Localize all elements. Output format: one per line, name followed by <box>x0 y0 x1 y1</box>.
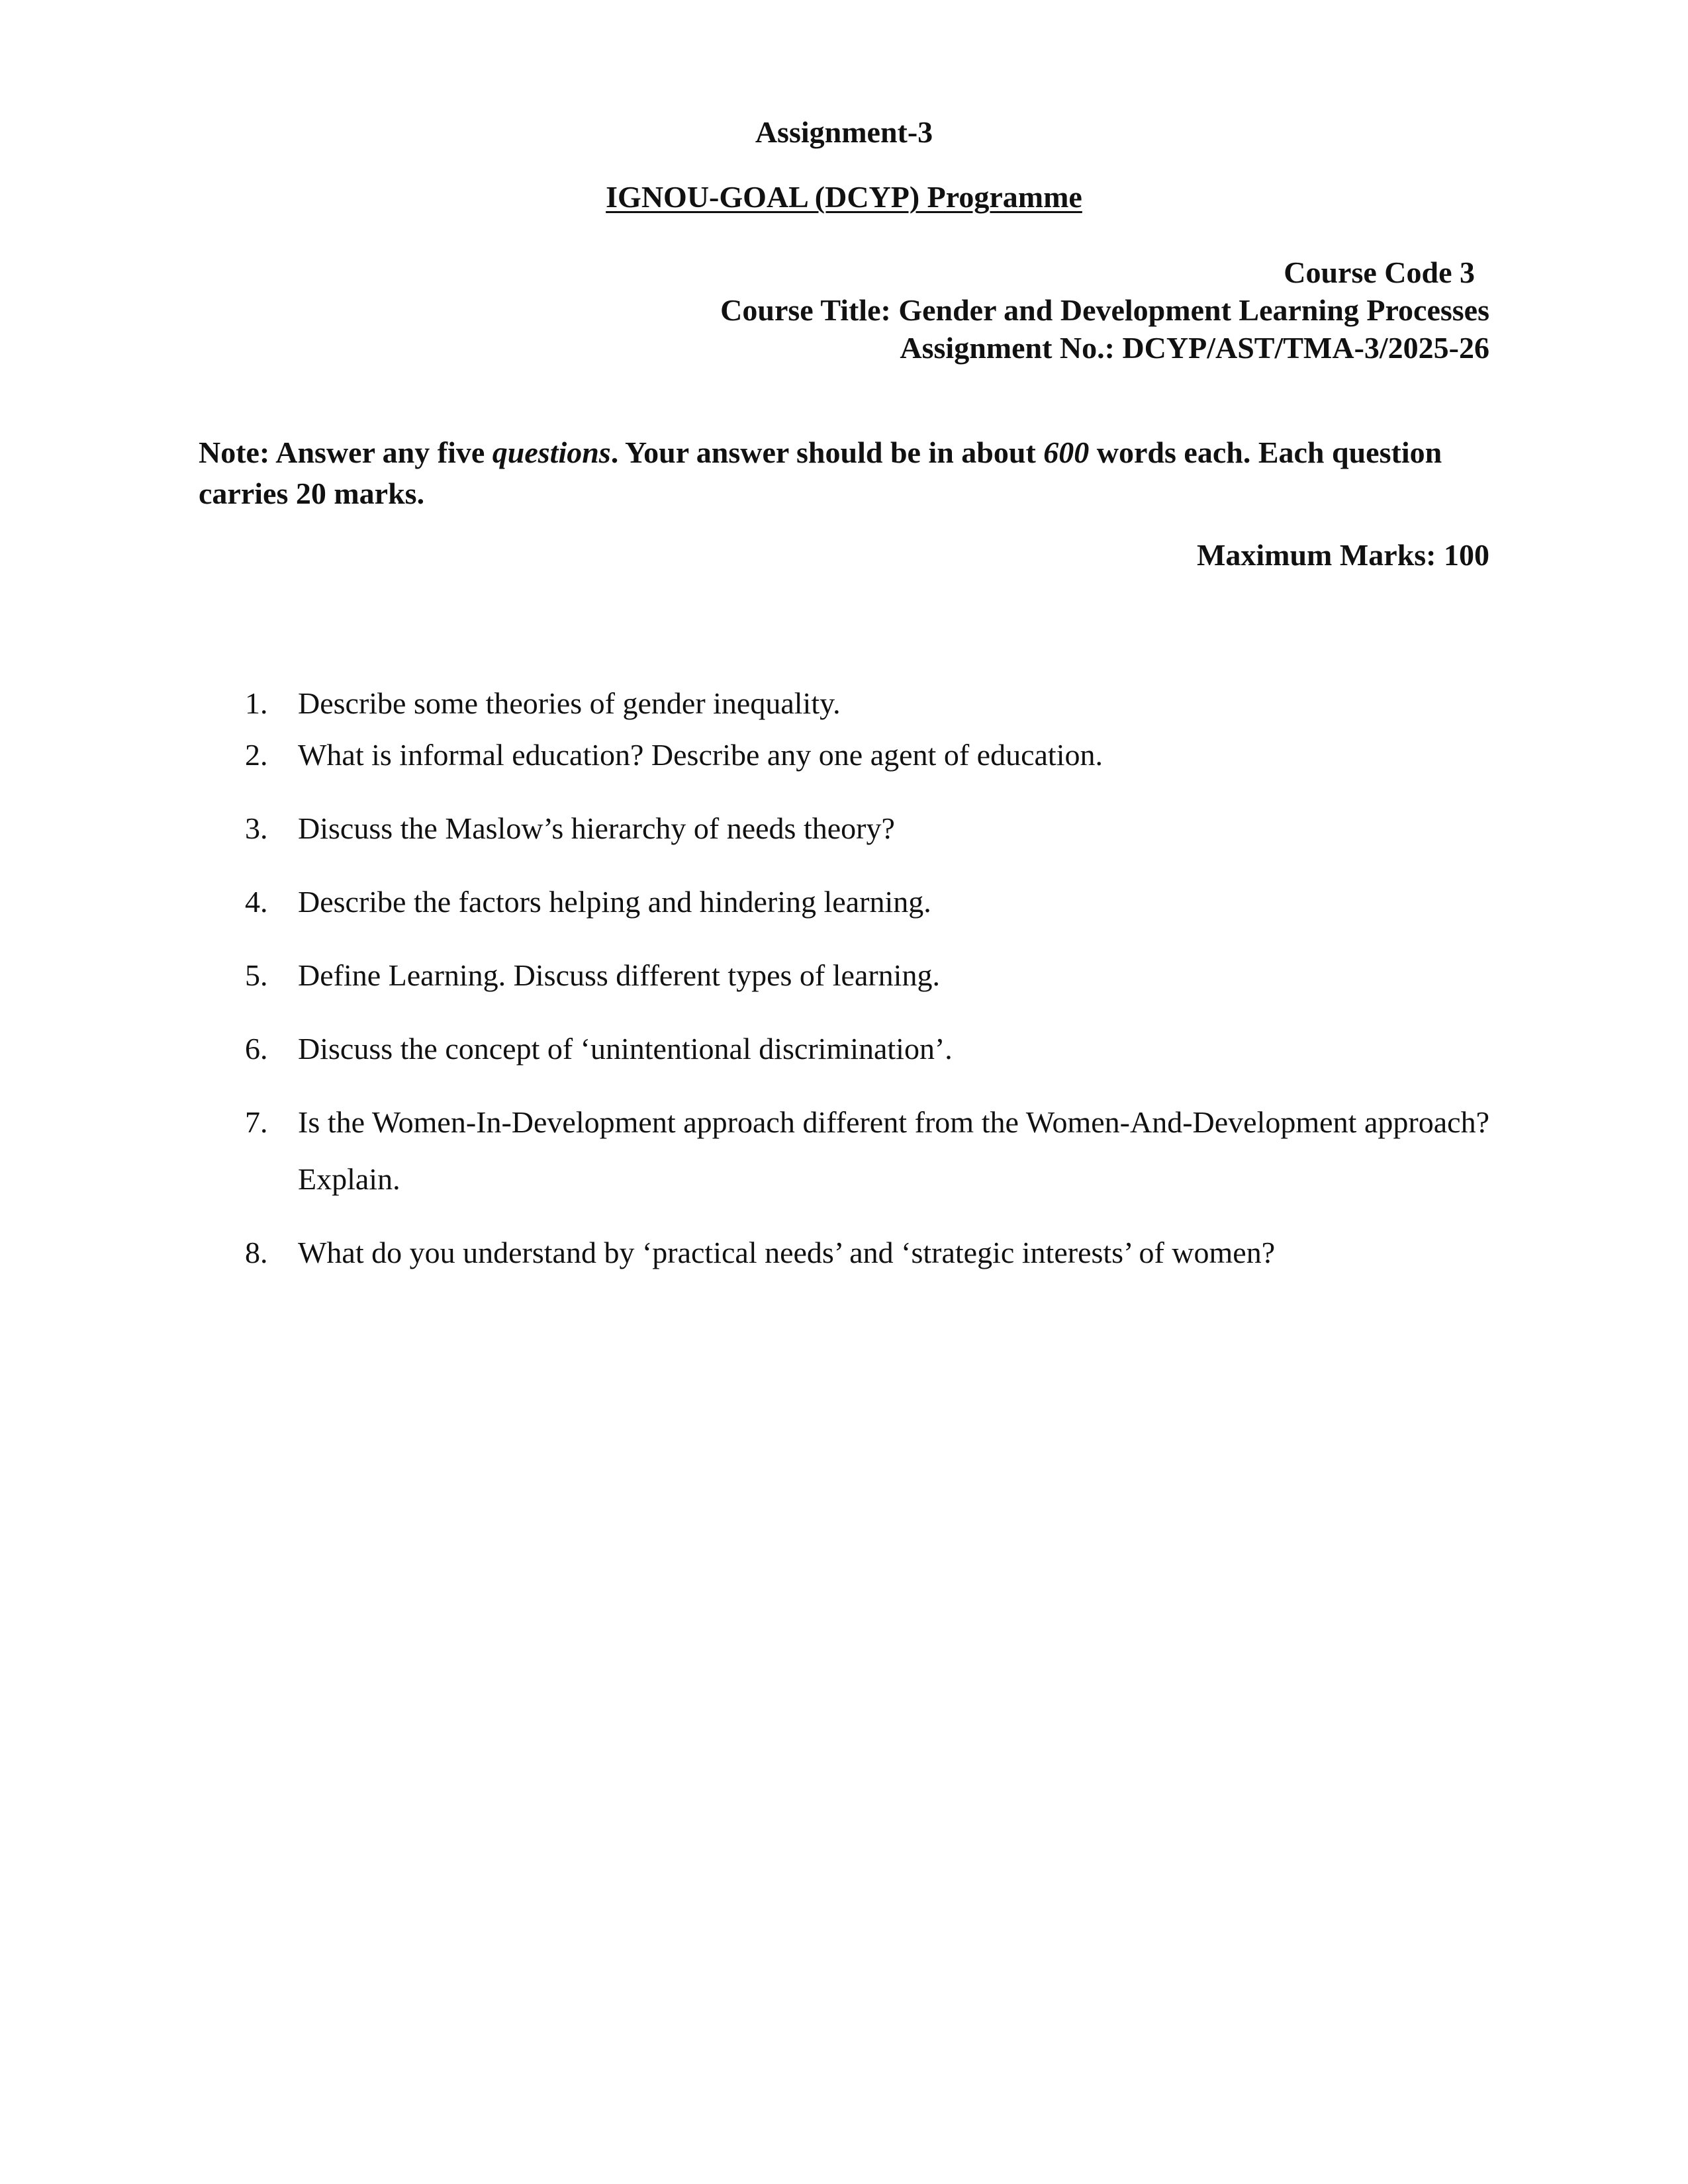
programme-title: IGNOU-GOAL (DCYP) Programme <box>606 180 1082 214</box>
question-number: 7. <box>245 1105 268 1139</box>
question-text: Define Learning. Discuss different types of learning. <box>298 958 940 992</box>
course-title: Course Title: Gender and Development Learning Processes <box>720 293 1489 327</box>
question-item <box>199 947 1489 1004</box>
note-text-2: . Your answer should be in about <box>610 435 1044 469</box>
note-text-1: Note: Answer any five <box>199 435 492 469</box>
question-number: 4. <box>245 885 268 919</box>
question-text: What is informal education? Describe any one agent of education. <box>298 738 1103 772</box>
question-item <box>199 1094 1489 1208</box>
question-number: 1. <box>245 686 268 720</box>
assignment-title: Assignment-3 <box>755 115 933 149</box>
note-text-questions: questions <box>492 435 611 469</box>
question-number: 6. <box>245 1032 268 1066</box>
assignment-number: Assignment No.: DCYP/AST/TMA-3/2025-26 <box>900 331 1489 365</box>
question-list <box>199 675 1489 1281</box>
question-number: 5. <box>245 958 268 992</box>
note-text-word-count: 600 <box>1043 435 1090 469</box>
question-item <box>199 675 1489 732</box>
question-item <box>199 874 1489 931</box>
question-item <box>199 1021 1489 1077</box>
maximum-marks: Maximum Marks: 100 <box>1196 538 1489 572</box>
question-text: What do you understand by ‘practical needs’ and ‘strategic interests’ of women? <box>298 1236 1276 1269</box>
question-text: Describe the factors helping and hindering learning. <box>298 885 931 919</box>
question-text: Discuss the Maslow’s hierarchy of needs theory? <box>298 811 895 845</box>
instructions-note <box>199 432 1496 514</box>
question-item <box>199 1224 1489 1281</box>
question-text: Is the Women-In-Development approach different from the Women-And-Development approach? Explain. <box>298 1105 1489 1196</box>
note-text-3: words each. Each question carries 20 marks. <box>199 435 1442 510</box>
question-number: 3. <box>245 811 268 845</box>
question-text: Discuss the concept of ‘unintentional discrimination’. <box>298 1032 953 1066</box>
course-code: Course Code 3 <box>1284 255 1475 289</box>
question-number: 2. <box>245 738 268 772</box>
question-number: 8. <box>245 1236 268 1269</box>
question-item <box>199 800 1489 857</box>
question-item <box>199 727 1489 784</box>
question-text: Describe some theories of gender inequality. <box>298 686 841 720</box>
